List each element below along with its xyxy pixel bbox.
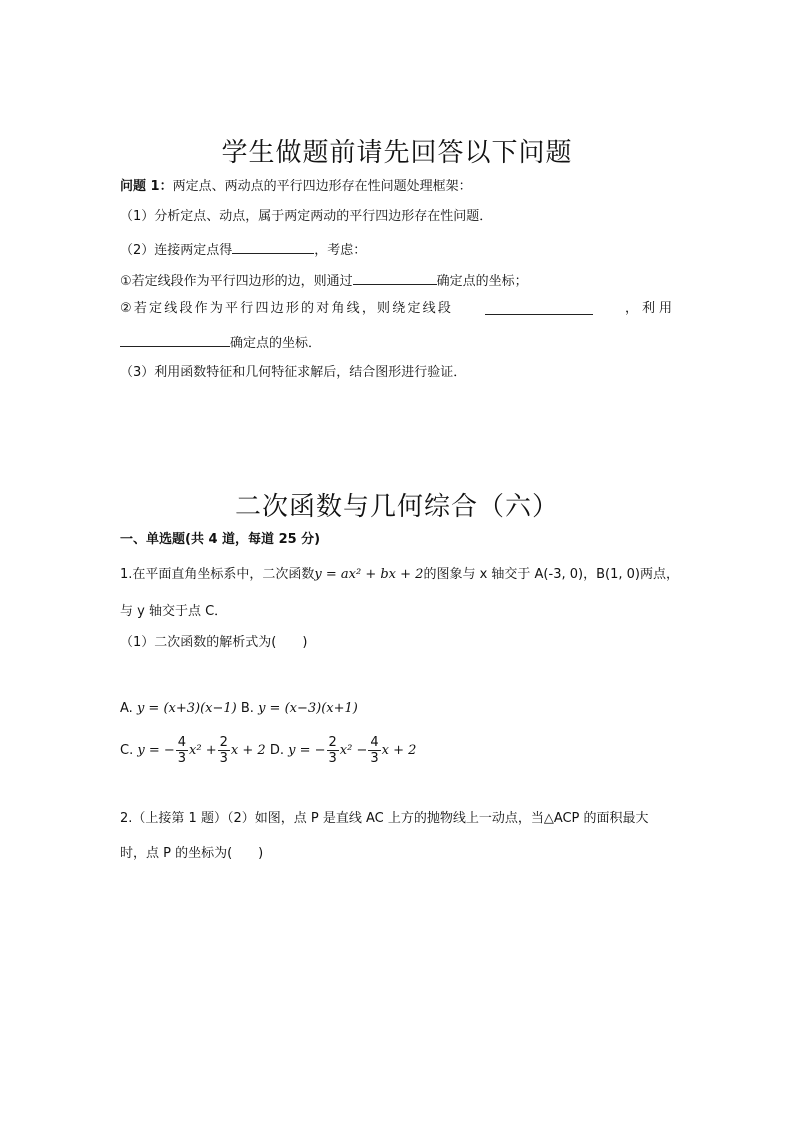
option-a-formula: y = (x+3)(x−1) [136, 701, 237, 716]
blank-fill-1[interactable] [232, 239, 314, 254]
option-c-fraction-1 [176, 735, 188, 766]
problem-1-line-1 [120, 566, 679, 584]
problem-1-subquestion: （1）二次函数的解析式为( ) [120, 635, 308, 650]
blank-fill-3[interactable] [485, 300, 593, 315]
step-3: （3）利用函数特征和几何特征求解后，结合图形进行验证． [120, 365, 467, 380]
blank-fill-2[interactable] [353, 270, 437, 285]
option-c-label[interactable]: C. [120, 743, 134, 758]
section-heading: 一、单选题(共 4 道，每道 25 分) [120, 532, 321, 547]
option-d-label[interactable]: D. [269, 743, 284, 758]
fraction-numerator: 2 [219, 735, 228, 750]
fraction-denominator: 3 [328, 751, 337, 766]
case-1-suffix: 确定点的坐标； [436, 274, 528, 289]
problem-1-line-2: 与 y 轴交于点 C． [120, 604, 228, 619]
case-2-middle: ，利用 [624, 301, 676, 316]
case-1 [120, 270, 528, 291]
section-title-questions: 学生做题前请先回答以下问题 [221, 138, 573, 168]
fraction-denominator: 3 [177, 751, 187, 766]
option-c-fraction-2 [218, 735, 230, 766]
step-2-suffix: ，考虑： [314, 243, 367, 258]
step-2-prefix: （2）连接两定点得 [120, 243, 233, 258]
fraction-numerator: 4 [177, 735, 187, 750]
question-1-text: 两定点、两动点的平行四边形存在性问题处理框架： [172, 179, 472, 194]
case-2-suffix: 确定点的坐标． [230, 336, 322, 351]
section-title-main: 二次函数与几何综合（六） [234, 492, 559, 522]
blank-fill-4[interactable] [120, 332, 230, 347]
step-2 [120, 239, 366, 260]
option-b-formula: y = (x−3)(x+1) [258, 701, 358, 716]
case-2 [120, 300, 676, 318]
option-d-fraction-1 [327, 735, 339, 766]
option-b-label[interactable]: B. [240, 701, 254, 716]
option-d-middle: x² − [339, 743, 368, 758]
options-row-ab [120, 700, 358, 718]
problem-1-prefix: 1.在平面直角坐标系中，二次函数 [120, 567, 315, 582]
option-a-label[interactable]: A. [120, 701, 133, 716]
fraction-numerator: 2 [328, 735, 337, 750]
option-d-tail: x + 2 [381, 743, 417, 758]
option-d-lead: y = − [288, 743, 326, 758]
option-c-middle: x² + [189, 743, 217, 758]
problem-1-suffix: 的图象与 x 轴交于 A(-3, 0)，B(1, 0)两点， [423, 567, 679, 582]
options-row-cd [120, 733, 416, 769]
option-c-lead: y = − [137, 743, 175, 758]
problem-1-formula: y = ax² + bx + 2 [314, 567, 424, 582]
fraction-numerator: 4 [370, 735, 379, 750]
option-c-tail: x + 2 [230, 743, 266, 758]
fraction-denominator: 3 [219, 751, 228, 766]
step-1: （1）分析定点、动点，属于两定两动的平行四边形存在性问题． [120, 209, 493, 224]
option-d-fraction-2 [368, 735, 380, 766]
case-2-prefix: ②若定线段作为平行四边形的对角线，则绕定线段 [120, 301, 454, 316]
question-1-intro [120, 178, 472, 196]
problem-2-line-2: 时，点 P 的坐标为( ) [120, 846, 264, 861]
fraction-denominator: 3 [370, 751, 379, 766]
problem-2-line-1: 2.（上接第 1 题）（2）如图，点 P 是直线 AC 上方的抛物线上一动点，当△ACP 的面积最大 [120, 811, 649, 826]
case-2-continued [120, 332, 321, 353]
case-1-prefix: ①若定线段作为平行四边形的边，则通过 [120, 274, 353, 289]
question-1-label: 问题 1： [120, 179, 173, 194]
